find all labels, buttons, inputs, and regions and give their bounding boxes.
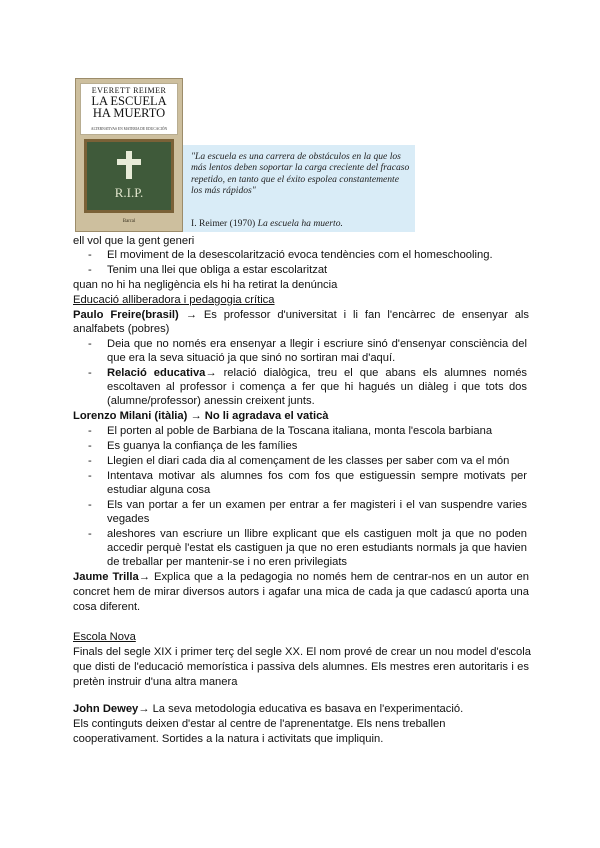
book-title-line-2: HA MUERTO — [92, 106, 166, 120]
list-item-cont: (alumne/professor) anessin creixent junts. — [107, 395, 315, 407]
bullet-dash: - — [88, 338, 92, 350]
book-publisher: Barral — [122, 219, 136, 224]
milani-heading: Lorenzo Milani (itàlia) → No li agradava el vaticà — [73, 410, 329, 422]
trilla-text-1: → Explica que a la pedagogia no només hem de centrar-nos en un autor en — [138, 571, 529, 583]
list-item: El porten al poble de Barbiana de la Toscana italiana, monta l'escola barbiana — [107, 425, 493, 437]
list-item-cont: que era la seva situació ja que sinó no sortiran mai d'aquí. — [107, 352, 396, 364]
list-item-cont: estudiar alguna cosa — [107, 484, 211, 496]
text-line: Finals del segle XIX i primer terç del segle XX. El nom prové de crear un nou model d'escola — [73, 646, 531, 658]
dewey-text: → La seva metodologia educativa es basava en l'experimentació. — [138, 703, 464, 715]
freire-line-1 — [73, 308, 529, 322]
dewey-line — [73, 702, 529, 716]
bullet-dash: - — [88, 425, 92, 437]
book-subtitle: ALTERNATIVAS EN MATERIA DE EDUCACIÓN — [90, 127, 168, 131]
freire-b2-label: Relació educativa — [107, 367, 206, 379]
quote-box — [183, 145, 415, 232]
list-item: Deia que no només era ensenyar a llegir i escriure sinó d'ensenyar consciència del — [107, 338, 527, 350]
bullet-dash: - — [88, 249, 92, 261]
list-item-cont: vegades — [107, 513, 150, 525]
rip-text: R.I.P. — [114, 185, 144, 200]
cross-icon — [126, 151, 132, 179]
dewey-name: John Dewey — [73, 703, 139, 715]
trilla-name: Jaume Trilla — [73, 571, 139, 583]
list-item: Es guanya la confiança de les famílies — [107, 440, 298, 452]
trilla-line-3: cosa diferent. — [73, 601, 141, 613]
list-item: Intentava motivar als alumnes fos com fos que estiguessin sempre motivats per — [107, 470, 527, 482]
chalkboard-illustration — [84, 139, 174, 213]
list-item-cont: de treballar per mantenir-se i no eren privilegiats — [107, 556, 348, 568]
book-title-line-1: LA ESCUELA — [91, 94, 167, 108]
section-heading-critica: Educació alliberadora i pedagogia crítica — [73, 294, 275, 306]
freire-arrow: → — [178, 309, 204, 321]
bullet-dash: - — [88, 528, 92, 540]
book-cover-image — [75, 78, 183, 232]
book-title — [81, 95, 177, 119]
list-item — [107, 366, 527, 380]
freire-text-1: Es professor d'universitat i li fan l'encàrrec de ensenyar als — [203, 309, 530, 321]
list-item-cont: accedir perquè l'estat els castiguen ja que no eren estudiants normals ja que havien — [107, 542, 527, 554]
freire-line-2: analfabets (pobres) — [73, 323, 170, 335]
book-author: EVERETT REIMER — [91, 86, 167, 95]
list-item-cont: escoltaven al professor i comença a fer que hi hagués un diàleg i que tots dos — [107, 381, 527, 393]
citation-author: I. Reimer (1970) — [191, 218, 256, 229]
list-item: aleshores van escriure un llibre explicant que els castiguen molt ja que no poden — [107, 528, 527, 540]
text-line: Els continguts deixen d'estar al centre de l'aprenentatge. Els nens treballen — [73, 718, 446, 730]
bullet-dash: - — [88, 499, 92, 511]
cross-icon-bar — [117, 159, 141, 165]
bullet-dash: - — [88, 440, 92, 452]
trilla-line-2: concret hem de mirar diversos autors i agafar una mica de cada ja que cadascú aporta una — [73, 586, 529, 598]
list-item: Tenim una llei que obliga a estar escolaritzat — [107, 264, 328, 276]
citation-title: La escuela ha muerto. — [257, 218, 343, 229]
bullet-dash: - — [88, 470, 92, 482]
quote-text: "La escuela es una carrera de obstáculos en la que los más lentos deben soportar la carga creciente del fracaso repetido, en tanto que el éxito espolea constantemente los más rápidos" — [191, 151, 410, 197]
book-cover-title-panel — [80, 83, 178, 135]
freire-name: Paulo Freire(brasil) — [73, 309, 179, 321]
text-line: ell vol que la gent generi — [73, 235, 195, 247]
list-item: Llegien el diari cada dia al començament de les classes per saber com va el món — [107, 455, 510, 467]
quote-citation — [191, 218, 343, 229]
list-item: Els van portar a fer un examen per entrar a fer magisteri i el van suspendre varies — [107, 499, 527, 511]
text-line: que disti de l'educació memorística i passiva dels alumnes. Els mestres eren autoritaris i es — [73, 661, 529, 673]
text-line: quan no hi ha negligència els hi ha retirat la denúncia — [73, 279, 338, 291]
bullet-dash: - — [88, 455, 92, 467]
freire-b2-text: → relació dialògica, treu el que abans els alumnes només — [205, 367, 528, 379]
text-line: pretèn instruir d'una altra manera — [73, 676, 238, 688]
section-heading-escola-nova: Escola Nova — [73, 631, 136, 643]
bullet-dash: - — [88, 264, 92, 276]
trilla-line-1 — [73, 570, 529, 584]
list-item: El moviment de la desescolarització evoca tendències com el homeschooling. — [107, 249, 493, 261]
text-line: cooperativament. Sortides a la natura i activitats que impliquin. — [73, 733, 384, 745]
bullet-dash: - — [88, 367, 92, 379]
